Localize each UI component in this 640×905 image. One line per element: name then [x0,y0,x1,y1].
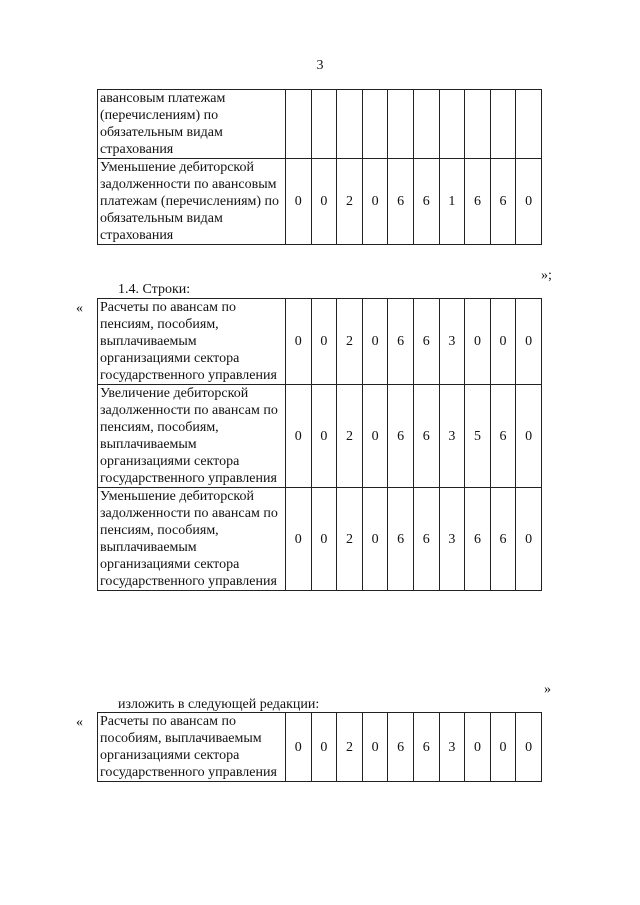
code-digit-cell: 0 [465,299,491,385]
code-digit-cell: 6 [388,488,414,591]
row-name-cell: Уменьшение дебиторской задолженности по авансам по пенсиям, пособиям, выплачиваемым организациями сектора государственного управления [98,488,286,591]
code-table-new-rows [97,712,542,782]
code-digit-cell: 3 [439,488,465,591]
table-row [98,90,542,159]
code-digit-cell: 6 [413,385,439,488]
code-digit-cell [439,90,465,159]
code-digit-cell: 6 [490,385,516,488]
code-digit-cell: 2 [337,713,363,782]
code-digit-cell: 0 [311,299,337,385]
code-digit-cell: 2 [337,385,363,488]
code-digit-cell: 6 [388,159,414,245]
code-digit-cell: 6 [388,385,414,488]
table-row [98,159,542,245]
code-digit-cell [465,90,491,159]
code-table-old-rows [97,298,542,591]
code-digit-cell: 0 [286,299,312,385]
code-digit-cell [388,90,414,159]
code-digit-cell: 6 [413,159,439,245]
code-digit-cell: 0 [362,299,388,385]
code-digit-cell: 6 [465,159,491,245]
code-digit-cell: 0 [516,299,542,385]
code-digit-cell: 6 [413,488,439,591]
code-digit-cell: 6 [388,713,414,782]
table-body [98,713,542,782]
code-digit-cell: 0 [516,159,542,245]
code-digit-cell: 3 [439,713,465,782]
code-digit-cell: 2 [337,299,363,385]
code-digit-cell: 2 [337,159,363,245]
code-digit-cell: 0 [362,488,388,591]
table-row [98,713,542,782]
code-table-continuation [97,89,542,245]
code-digit-cell: 0 [286,713,312,782]
table-row [98,488,542,591]
code-digit-cell: 0 [286,488,312,591]
code-digit-cell: 0 [311,488,337,591]
code-digit-cell [413,90,439,159]
code-digit-cell [362,90,388,159]
code-digit-cell: 1 [439,159,465,245]
code-digit-cell: 6 [490,159,516,245]
closing-quote: » [544,682,551,697]
replacement-phrase: изложить в следующей редакции: [118,697,320,712]
code-digit-cell: 0 [311,713,337,782]
code-digit-cell: 0 [490,299,516,385]
code-digit-cell: 0 [362,385,388,488]
code-digit-cell: 3 [439,299,465,385]
table-body [98,299,542,591]
code-digit-cell: 0 [311,385,337,488]
code-digit-cell: 0 [286,385,312,488]
code-digit-cell [311,90,337,159]
code-digit-cell: 0 [516,385,542,488]
row-name-cell: Увеличение дебиторской задолженности по авансам по пенсиям, пособиям, выплачиваемым организациями сектора государственного управления [98,385,286,488]
table-row [98,299,542,385]
code-digit-cell: 0 [362,159,388,245]
code-digit-cell: 6 [388,299,414,385]
row-name-cell: Уменьшение дебиторской задолженности по авансовым платежам (перечислениям) по обязательным видам страхования [98,159,286,245]
opening-quote: « [76,715,83,730]
code-digit-cell: 0 [516,488,542,591]
section-heading: 1.4. Строки: [118,282,191,297]
code-digit-cell: 0 [362,713,388,782]
code-digit-cell: 0 [490,713,516,782]
code-digit-cell: 0 [516,713,542,782]
code-digit-cell [286,90,312,159]
code-digit-cell [490,90,516,159]
row-name-cell: Расчеты по авансам по пенсиям, пособиям, выплачиваемым организациями сектора государственного управления [98,299,286,385]
code-digit-cell: 6 [465,488,491,591]
code-digit-cell [516,90,542,159]
code-digit-cell: 0 [465,713,491,782]
page-number: 3 [316,58,324,73]
code-digit-cell [337,90,363,159]
code-digit-cell: 0 [286,159,312,245]
code-digit-cell: 3 [439,385,465,488]
opening-quote: « [76,301,83,316]
row-name-cell: авансовым платежам (перечислениям) по обязательным видам страхования [98,90,286,159]
closing-quote-semicolon: »; [541,268,552,283]
table-row [98,385,542,488]
code-digit-cell: 0 [311,159,337,245]
table-body [98,90,542,245]
code-digit-cell: 6 [413,299,439,385]
code-digit-cell: 6 [413,713,439,782]
code-digit-cell: 6 [490,488,516,591]
row-name-cell: Расчеты по авансам по пособиям, выплачиваемым организациями сектора государственного управления [98,713,286,782]
code-digit-cell: 2 [337,488,363,591]
code-digit-cell: 5 [465,385,491,488]
